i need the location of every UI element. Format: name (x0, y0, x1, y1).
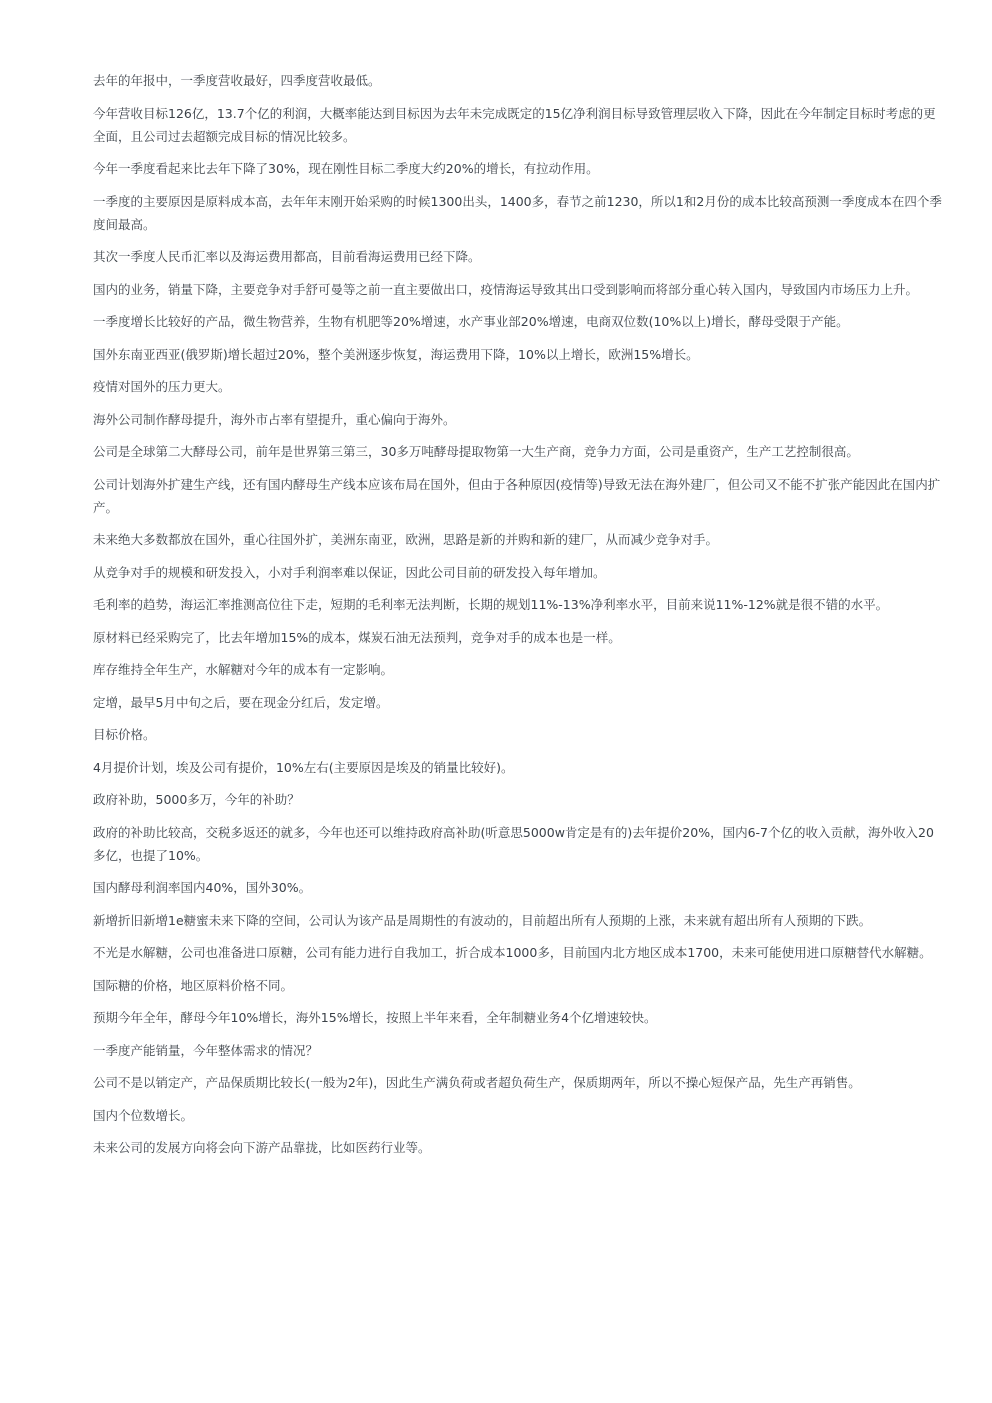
paragraph: 未来公司的发展方向将会向下游产品靠拢，比如医药行业等。 (93, 1140, 431, 1155)
paragraph: 政府补助，5000多万，今年的补助？ (93, 792, 300, 807)
paragraph: 公司是全球第二大酵母公司，前年是世界第三第三，30多万吨酵母提取物第一大生产商，竞争力方面，公司是重资产，生产工艺控制很高。 (93, 444, 859, 459)
paragraph: 海外公司制作酵母提升，海外市占率有望提升，重心偏向于海外。 (93, 411, 456, 427)
paragraph: 国内酵母利润率国内40%，国外30%。 (93, 880, 312, 895)
paragraph: 从竞争对手的规模和研发投入，小对手利润率难以保证，因此公司目前的研发投入每年增加。 (93, 564, 606, 580)
paragraph: 今年一季度看起来比去年下降了30%，现在刚性目标二季度大约20%的增长，有拉动作用。 (93, 161, 599, 176)
paragraph: 政府的补助比较高，交税多返还的就多，今年也还可以维持政府高补助(听意思5000w肯定是有的)去年提价20%，国内6-7个亿的收入贡献，海外收入20多亿，也提了10%。 (93, 824, 934, 863)
paragraph: 国际糖的价格，地区原料价格不同。 (93, 977, 294, 993)
paragraph: 今年营收目标126亿，13.7个亿的利润，大概率能达到目标因为去年未完成既定的15亿净利润目标导致管理层收入下降，因此在今年制定目标时考虑的更全面，且公司过去超额完成目标的情况比较多。 (93, 105, 936, 144)
paragraph: 一季度产能销量，今年整体需求的情况？ (93, 1042, 319, 1058)
paragraph: 去年的年报中，一季度营收最好，四季度营收最低。 (93, 73, 381, 88)
paragraph: 一季度的主要原因是原料成本高，去年年末刚开始采购的时候1300出头，1400多，春节之前1230，所以1和2月份的成本比较高预测一季度成本在四个季度间最高。 (93, 193, 942, 232)
paragraph: 公司计划海外扩建生产线，还有国内酵母生产线本应该布局在国外，但由于各种原因(疫情等)导致无法在海外建厂，但公司又不能不扩张产能因此在国内扩产。 (93, 476, 941, 515)
paragraph: 新增折旧新增1e糖蜜未来下降的空间，公司认为该产品是周期性的有波动的，目前超出所有人预期的上涨，未来就有超出所有人预期的下跌。 (93, 912, 872, 928)
paragraph: 国内的业务，销量下降，主要竞争对手舒可曼等之前一直主要做出口，疫情海运导致其出口受到影响而将部分重心转入国内，导致国内市场压力上升。 (93, 281, 919, 297)
paragraph: 4月提价计划，埃及公司有提价，10%左右(主要原因是埃及的销量比较好)。 (93, 759, 514, 775)
paragraph: 目标价格。 (93, 727, 156, 742)
paragraph: 国内个位数增长。 (93, 1107, 194, 1123)
paragraph: 定增，最早5月中旬之后，要在现金分红后，发定增。 (93, 694, 389, 710)
paragraph: 疫情对国外的压力更大。 (93, 379, 231, 394)
paragraph: 毛利率的趋势，海运汇率推测高位往下走，短期的毛利率无法判断，长期的规划11%-13%净利率水平，目前来说11%-12%就是很不错的水平。 (93, 597, 889, 612)
paragraph: 原材料已经采购完了，比去年增加15%的成本，煤炭石油无法预判，竞争对手的成本也是一样。 (93, 629, 621, 645)
paragraph: 库存维持全年生产，水解糖对今年的成本有一定影响。 (93, 662, 394, 677)
paragraph: 不光是水解糖，公司也准备进口原糖，公司有能力进行自我加工，折合成本1000多，目前国内北方地区成本1700，未来可能使用进口原糖替代水解糖。 (93, 945, 932, 960)
document-body (93, 69, 943, 1169)
paragraph: 一季度增长比较好的产品，微生物营养，生物有机肥等20%增速，水产事业部20%增速，电商双位数(10%以上)增长，酵母受限于产能。 (93, 314, 849, 329)
paragraph: 预期今年全年，酵母今年10%增长，海外15%增长，按照上半年来看，全年制糖业务4个亿增速较快。 (93, 1010, 657, 1025)
paragraph: 未来绝大多数都放在国外，重心往国外扩，美洲东南亚，欧洲，思路是新的并购和新的建厂，从而减少竞争对手。 (93, 532, 719, 547)
paragraph: 国外东南亚西亚(俄罗斯)增长超过20%，整个美洲逐步恢复，海运费用下降，10%以上增长，欧洲15%增长。 (93, 346, 699, 362)
paragraph: 其次一季度人民币汇率以及海运费用都高，目前看海运费用已经下降。 (93, 249, 481, 264)
paragraph: 公司不是以销定产，产品保质期比较长(一般为2年)，因此生产满负荷或者超负荷生产，保质期两年，所以不操心短保产品，先生产再销售。 (93, 1075, 861, 1090)
